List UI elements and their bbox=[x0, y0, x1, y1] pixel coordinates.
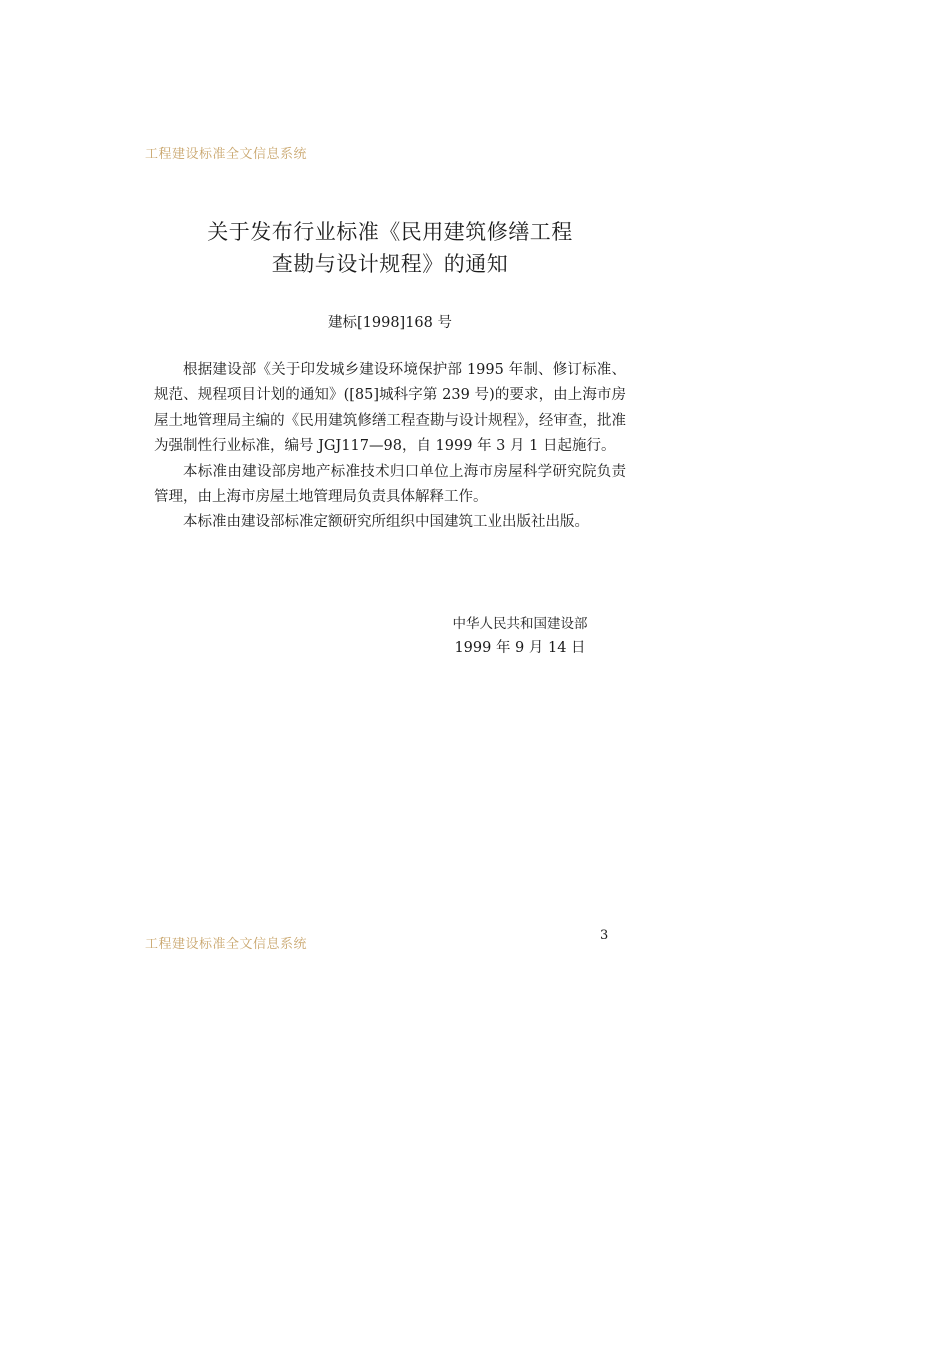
body-paragraph-2: 本标准由建设部房地产标准技术归口单位上海市房屋科学研究院负责管理，由上海市房屋土地管理局负责具体解释工作。 bbox=[154, 463, 626, 506]
notice-title-line-1: 关于发布行业标准《民用建筑修缮工程 bbox=[207, 220, 573, 244]
body-paragraph-1: 根据建设部《关于印发城乡建设环境保护部 1995 年制、修订标准、规范、规程项目计划的通知》([85]城科字第 239 号)的要求，由上海市房屋土地管理局主编的《民用建筑修缮工程查勘与设计规程》，经审查，批准为强制性行业标准，编号 JGJ117—98，自 1999 年 3 月 1 日起施行。 bbox=[154, 362, 626, 455]
body-paragraph-3: 本标准由建设部标准定额研究所组织中国建筑工业出版社出版。 bbox=[183, 514, 589, 531]
page-number: 3 bbox=[600, 928, 609, 943]
watermark-bottom: 工程建设标准全文信息系统 bbox=[145, 937, 308, 952]
notice-title-line-2: 查勘与设计规程》的通知 bbox=[271, 252, 509, 276]
issuing-authority: 中华人民共和国建设部 bbox=[452, 616, 588, 632]
document-number: 建标[1998]168 号 bbox=[327, 315, 452, 331]
watermark-top: 工程建设标准全文信息系统 bbox=[145, 147, 308, 162]
notice-body bbox=[154, 358, 626, 536]
issue-date: 1999 年 9 月 14 日 bbox=[454, 640, 586, 656]
